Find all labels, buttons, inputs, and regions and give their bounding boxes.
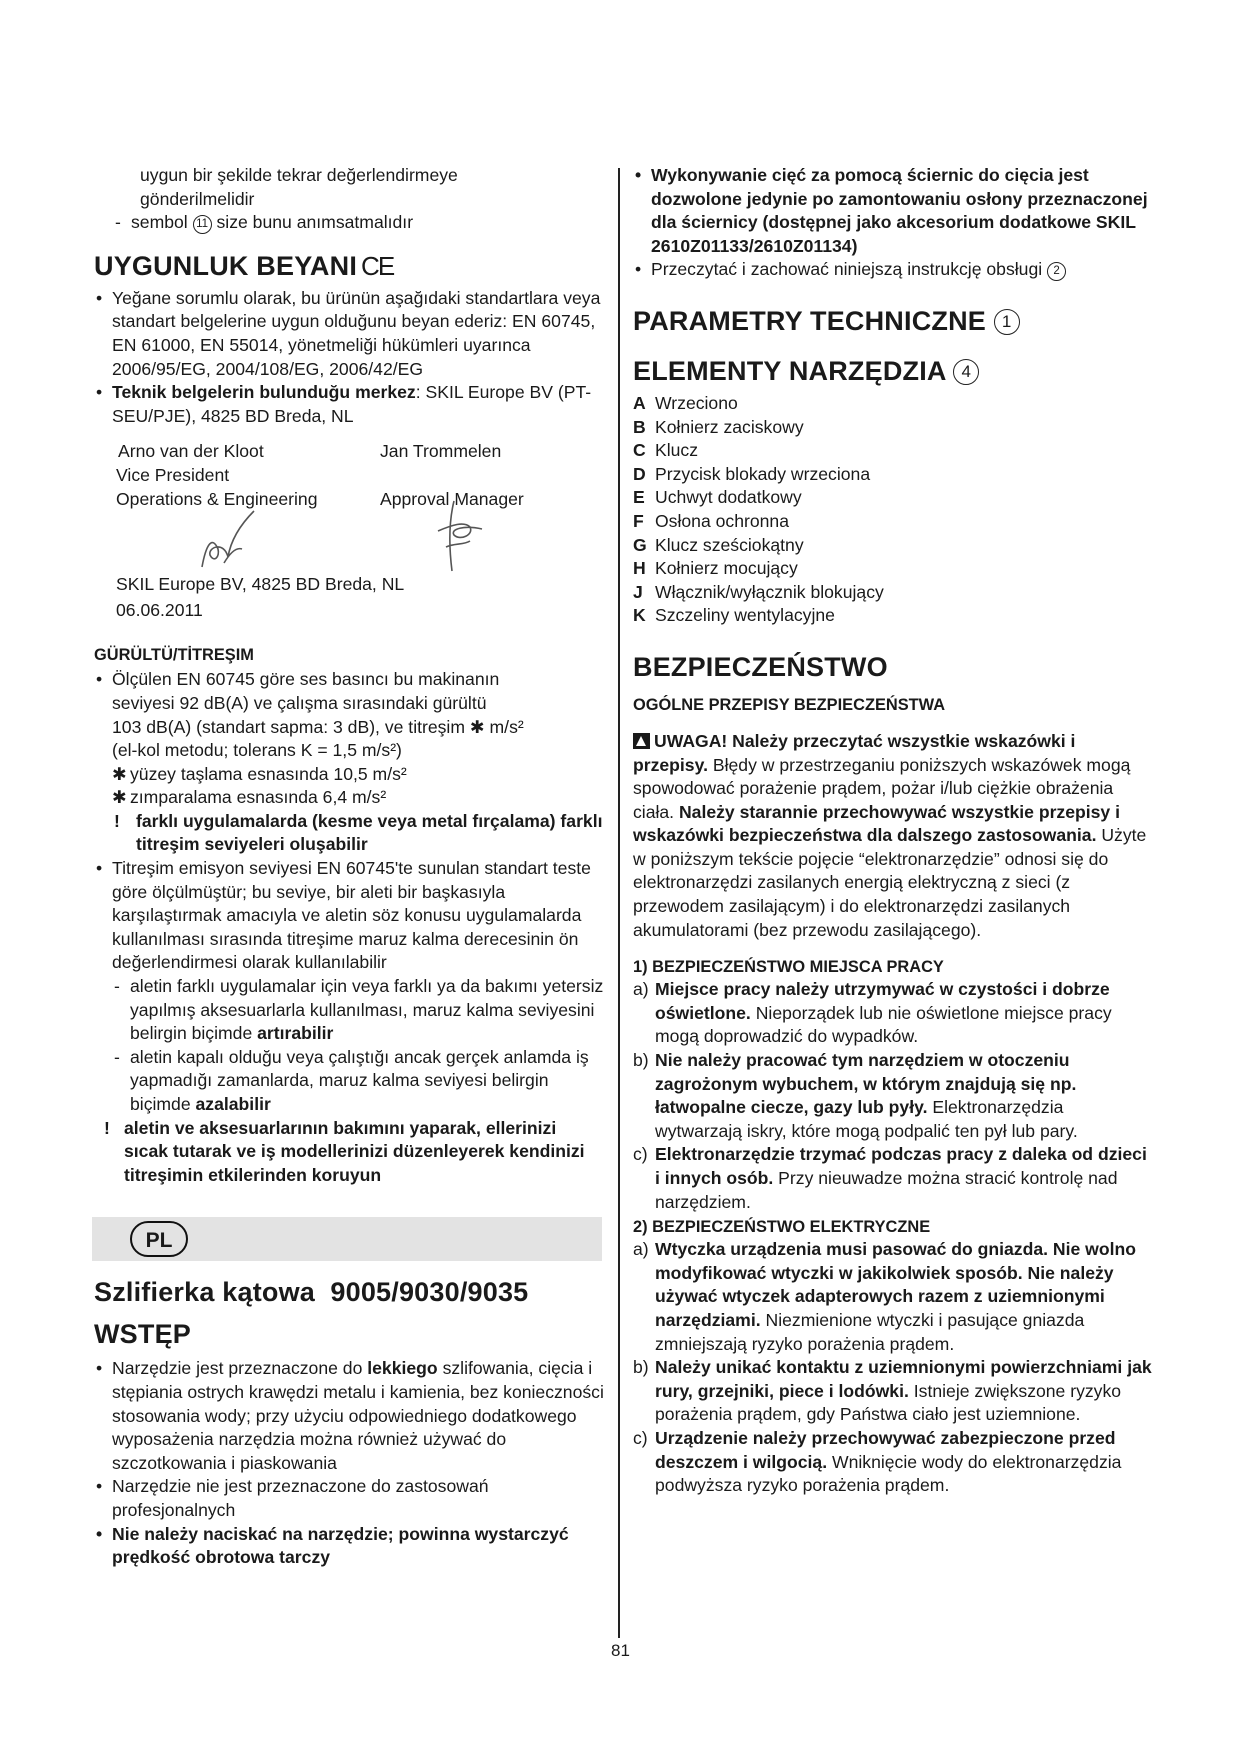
part-letter: D (633, 463, 646, 484)
signature-company: SKIL Europe BV, 4825 BD Breda, NL (116, 574, 405, 595)
rule-marker: b) (633, 1357, 649, 1378)
rule-text: Istnieje zwiększone ryzyko porażenia prądem, gdy Państwa ciało jest uziemnione. (655, 1380, 1122, 1425)
technical-data-heading (633, 304, 1153, 338)
list-item (633, 581, 1153, 605)
symbol-reminder (94, 211, 604, 235)
vibration-value-text: zımparalama esnasında 6,4 m/s² (130, 787, 387, 808)
noise-unit: m/s² (489, 716, 524, 737)
technical-data-heading-text: PARAMETRY TECHNICZNE (633, 305, 987, 336)
rule-marker: a) (633, 979, 649, 1000)
dash-marker: - (114, 976, 120, 997)
signatory-name-2: Jan Trommelen (380, 441, 502, 462)
part-letter: A (633, 392, 646, 413)
safety-rule (633, 1238, 1153, 1356)
rule-text: Przy nieuwadze można stracić kontrolę nad narzędziem. (655, 1168, 1118, 1212)
rule-marker: a) (633, 1239, 649, 1260)
exposure-increase (94, 975, 604, 1046)
electrical-safety-heading: 2) BEZPIECZEŃSTWO ELEKTRYCZNE (633, 1218, 931, 1237)
rule-text: Niezmienione wtyczki i pasujące gniazda zmniejszają ryzyko porażenia prądem. (655, 1309, 1085, 1354)
part-letter: K (633, 605, 646, 626)
dash-marker: - (115, 212, 121, 233)
list-item (633, 439, 1153, 463)
technical-file-location (94, 381, 604, 428)
signatory-name-1: Arno van der Kloot (118, 441, 264, 462)
vibration-value-text: yüzey taşlama esnasında 10,5 m/s² (130, 763, 407, 784)
product-title: Szlifierka kątowa 9005/9030/9035 (94, 1277, 529, 1308)
figure-number-badge: 2 (1047, 262, 1066, 281)
list-item (633, 463, 1153, 487)
page-number: 81 (611, 1641, 630, 1660)
asterisk-icon: ✱ (469, 716, 485, 737)
part-letter: J (633, 581, 643, 602)
part-label: Klucz sześciokątny (655, 534, 804, 555)
rule-bold: Miejsce pracy należy utrzymywać w czystości i dobrze oświetlone. (655, 979, 1110, 1023)
safety-rule (633, 1356, 1153, 1427)
list-item (633, 557, 1153, 581)
part-label: Uchwyt dodatkowy (655, 487, 802, 508)
list-item (633, 534, 1153, 558)
rule-text: Nieporządek lub nie oświetlone miejsce pracy mogą doprowadzić do wypadków. (655, 1002, 1112, 1047)
technical-file-address: : SKIL Europe BV (PT-SEU/PJE), 4825 BD Breda, NL (112, 382, 592, 426)
read-manual-text: Przeczytać i zachować niniejszą instrukcję obsługi (651, 259, 1043, 280)
conformity-statement: • Yeğane sorumlu olarak, bu ürünün aşağıdaki standartlara veya standart belgelerine uygun olduğunu beyan ederiz: EN 60745, EN 61000, EN 55014, yönetmeliği hükümleri uyarınca 2006/95/EG, 2004/108/EG, 2006/42/EG (94, 287, 604, 381)
rule-marker: c) (633, 1427, 648, 1448)
safety-heading: BEZPIECZEŃSTWO (633, 651, 888, 682)
recycling-text-line: uygun bir şekilde tekrar değerlendirmeye (140, 165, 458, 185)
part-label: Przycisk blokady wrzeciona (655, 463, 871, 484)
intro-heading: WSTĘP (94, 1319, 192, 1350)
warning-text-1: Błędy w przestrzeganiu poniższych wskazówek mogą spowodować porażenie prądem, pożar i/lub ciężkie obrażenia ciała. (633, 754, 1131, 822)
intended-use-bold: lekkiego (367, 1358, 438, 1379)
parts-list (633, 392, 1153, 628)
rule-marker: c) (633, 1144, 648, 1165)
column-divider (618, 168, 620, 1638)
rule-text: Wniknięcie wody do elektronarzędzia podwyższa ryzyko porażenia prądem. (655, 1451, 1122, 1496)
vibration-value (112, 786, 604, 810)
exposure-decrease-bold: azalabilir (195, 1094, 271, 1114)
rule-text: Elektronarzędzia wytwarzają iskry, które mogą podpalić ten pył lub pary. (655, 1097, 1078, 1141)
vibration-warning (112, 810, 604, 857)
cutting-guard-note: • Wykonywanie cięć za pomocą ściernic do cięcia jest dozwolone jedynie po zamontowaniu osłony przeznaczonej dla ściernicy (dostępnej jako akcesorium dodatkowe SKIL 2610Z01133/2610Z01134) (633, 164, 1153, 258)
part-label: Kołnierz mocujący (655, 558, 798, 579)
safety-rule (633, 978, 1153, 1049)
ce-mark-icon: CE (361, 250, 394, 281)
signatory-title-2: Approval Manager (380, 488, 524, 509)
safety-rule (633, 1049, 1153, 1143)
tool-elements-heading (633, 354, 1153, 388)
protection-advice (94, 1117, 604, 1188)
signatures (94, 511, 604, 573)
exclamation-icon: ! (114, 810, 120, 831)
part-letter: E (633, 487, 645, 508)
tool-elements-heading-text: ELEMENTY NARZĘDZIA (633, 355, 946, 386)
conformity-heading-text: UYGUNLUK BEYANI (94, 250, 358, 281)
signature-2-icon (424, 495, 504, 575)
exposure-decrease (94, 1046, 604, 1117)
warning-icon (633, 733, 650, 749)
noise-measurement (94, 668, 604, 857)
exposure-increase-text: aletin farklı uygulamalar için veya farklı ya da bakımı yetersiz yapılmış aksesuarlarla kullanılması, maruz kalma seviyesini belirgin biçimde (130, 976, 604, 1044)
language-badge: PL (130, 1221, 188, 1257)
noise-line: (el-kol metodu; tolerans K = 1,5 m/s²) (112, 740, 402, 761)
part-letter: C (633, 440, 646, 461)
list-item (633, 416, 1153, 440)
signature-1-icon (184, 505, 264, 575)
list-item (633, 510, 1153, 534)
part-letter: B (633, 416, 646, 437)
recycling-text-line: gönderilmelidir (140, 188, 255, 209)
workplace-safety-heading: 1) BEZPIECZEŃSTWO MIEJSCA PRACY (633, 958, 944, 977)
language-section-bar (92, 1217, 602, 1261)
vibration-value (112, 763, 604, 787)
intended-use (94, 1357, 604, 1475)
signatory-title-1a: Vice President (116, 464, 230, 485)
exclamation-icon: ! (104, 1117, 110, 1138)
part-letter: G (633, 534, 647, 555)
not-professional: • Narzędzie nie jest przeznaczone do zastosowań profesjonalnych (94, 1475, 604, 1522)
figure-number-badge: 1 (994, 309, 1020, 335)
list-item (633, 392, 1153, 416)
signatory-title-1b: Operations & Engineering (116, 488, 318, 509)
no-pressure-advice: • Nie należy naciskać na narzędzie; powinna wystarczyć prędkość obrotowa tarczy (94, 1523, 604, 1570)
warning-text-2: Użyte w poniższym tekście pojęcie “elektronarzędzie” odnosi się do elektronarzędzi zasilanych energią elektryczną z sieci (z przewodem zasilającym) i do elektronarzędzi zasilanych akumulatorami (bez przewodu zasilającego). (633, 825, 1147, 940)
signatories (94, 440, 604, 511)
exposure-decrease-text: aletin kapalı olduğu veya çalıştığı ancak gerçek anlamda iş yapmadığı zamanlarda, maruz kalma seviyesi belirgin biçimde (130, 1046, 589, 1114)
intended-use-text: Narzędzie jest przeznaczone do (112, 1358, 363, 1379)
right-column (633, 164, 1153, 1498)
part-label: Włącznik/wyłącznik blokujący (655, 581, 884, 602)
warning-bold-1: UWAGA! Należy przeczytać wszystkie wskazówki i przepisy. (633, 730, 1076, 775)
figure-number-badge: 4 (953, 359, 979, 385)
part-label: Kołnierz zaciskowy (655, 416, 804, 437)
rule-bold: Wtyczka urządzenia musi pasować do gniazda. Nie wolno modyfikować wtyczki w jakikolwiek sposób. Nie należy używać wtyczek adapterowych razem z uziemnionymi narzędziami. (655, 1239, 1136, 1330)
vibration-warning-text: farklı uygulamalarda (kesme veya metal fırçalama) farklı titreşim seviyeleri oluşabilir (136, 810, 603, 855)
part-letter: H (633, 558, 646, 579)
signature-date: 06.06.2011 (116, 599, 203, 620)
rule-bold: Należy unikać kontaktu z uziemnionymi powierzchniami jak rury, grzejniki, piece i lodówki. (655, 1357, 1152, 1401)
part-label: Szczeliny wentylacyjne (655, 605, 835, 626)
rule-bold: Urządzenie należy przechowywać zabezpieczone przed deszczem i wilgocią. (655, 1427, 1116, 1472)
list-item (633, 486, 1153, 510)
protection-advice-text: aletin ve aksesuarlarının bakımını yaparak, ellerinizi sıcak tutarak ve iş modellerinizi düzenleyerek kendinizi titreşimin etkilerinden koruyun (124, 1117, 585, 1185)
read-manual-note (633, 258, 1153, 282)
warning-bold-2: Należy starannie przechowywać wszystkie przepisy i wskazówki bezpieczeństwa dla dalszego zastosowania. (633, 801, 1120, 846)
noise-vibration-heading: GÜRÜLTÜ/TİTREŞIM (94, 646, 254, 665)
noise-line: • Ölçülen EN 60745 göre ses basıncı bu makinanın (112, 669, 500, 690)
part-letter: F (633, 510, 644, 531)
emission-statement: • Titreşim emisyon seviyesi EN 60745'te sunulan standart teste göre ölçülmüştür; bu seviye, bir aleti bir başkasıyla karşılaştırmak amacıyla ve aletin söz konusu uygulamalarda kullanılması sırasında titreşime maruz kalma derecesinin ön değerlendirmesi olarak kullanılabilir (94, 857, 604, 975)
technical-file-label: Teknik belgelerin bulunduğu merkez (112, 382, 416, 403)
dash-marker: - (114, 1046, 120, 1067)
part-label: Osłona ochronna (655, 510, 789, 531)
list-item (633, 604, 1153, 628)
symbol-label: sembol (131, 212, 188, 233)
safety-warning (633, 730, 1153, 942)
general-safety-heading: OGÓLNE PRZEPISY BEZPIECZEŃSTWA (633, 695, 946, 714)
safety-rule (633, 1143, 1153, 1214)
asterisk-icon: ✱ (112, 787, 127, 808)
asterisk-icon: ✱ (112, 763, 127, 784)
part-label: Wrzeciono (655, 392, 738, 413)
part-label: Klucz (655, 440, 699, 461)
rule-marker: b) (633, 1050, 649, 1071)
safety-rule (633, 1427, 1153, 1498)
rule-bold: Elektronarzędzie trzymać podczas pracy z daleka od dzieci i innych osób. (655, 1144, 1147, 1188)
symbol-text: size bunu anımsatmalıdır (216, 212, 414, 233)
intended-use-rest: szlifowania, cięcia i stępiania ostrych krawędzi metalu i kamienia, bez konieczności stosowania wody; przy użyciu odpowiedniego dodatkowego wyposażenia narzędzia można również używać do szczotkowania i piaskowania (112, 1358, 604, 1473)
noise-line-text: 103 dB(A) (standart sapma: 3 dB), ve titreşim (112, 716, 465, 737)
symbol-number-badge: 11 (193, 215, 212, 234)
noise-line: seviyesi 92 dB(A) ve çalışma sırasındaki gürültü (112, 692, 487, 713)
rule-bold: Nie należy pracować tym narzędziem w otoczeniu zagrożonym wybuchem, w którym znajdują się np. łatwopalne ciecze, gazy lub pyły. (655, 1050, 1077, 1118)
noise-line (112, 716, 604, 740)
exposure-increase-bold: artırabilir (257, 1023, 334, 1044)
conformity-heading (94, 249, 604, 283)
left-column (94, 164, 604, 1570)
